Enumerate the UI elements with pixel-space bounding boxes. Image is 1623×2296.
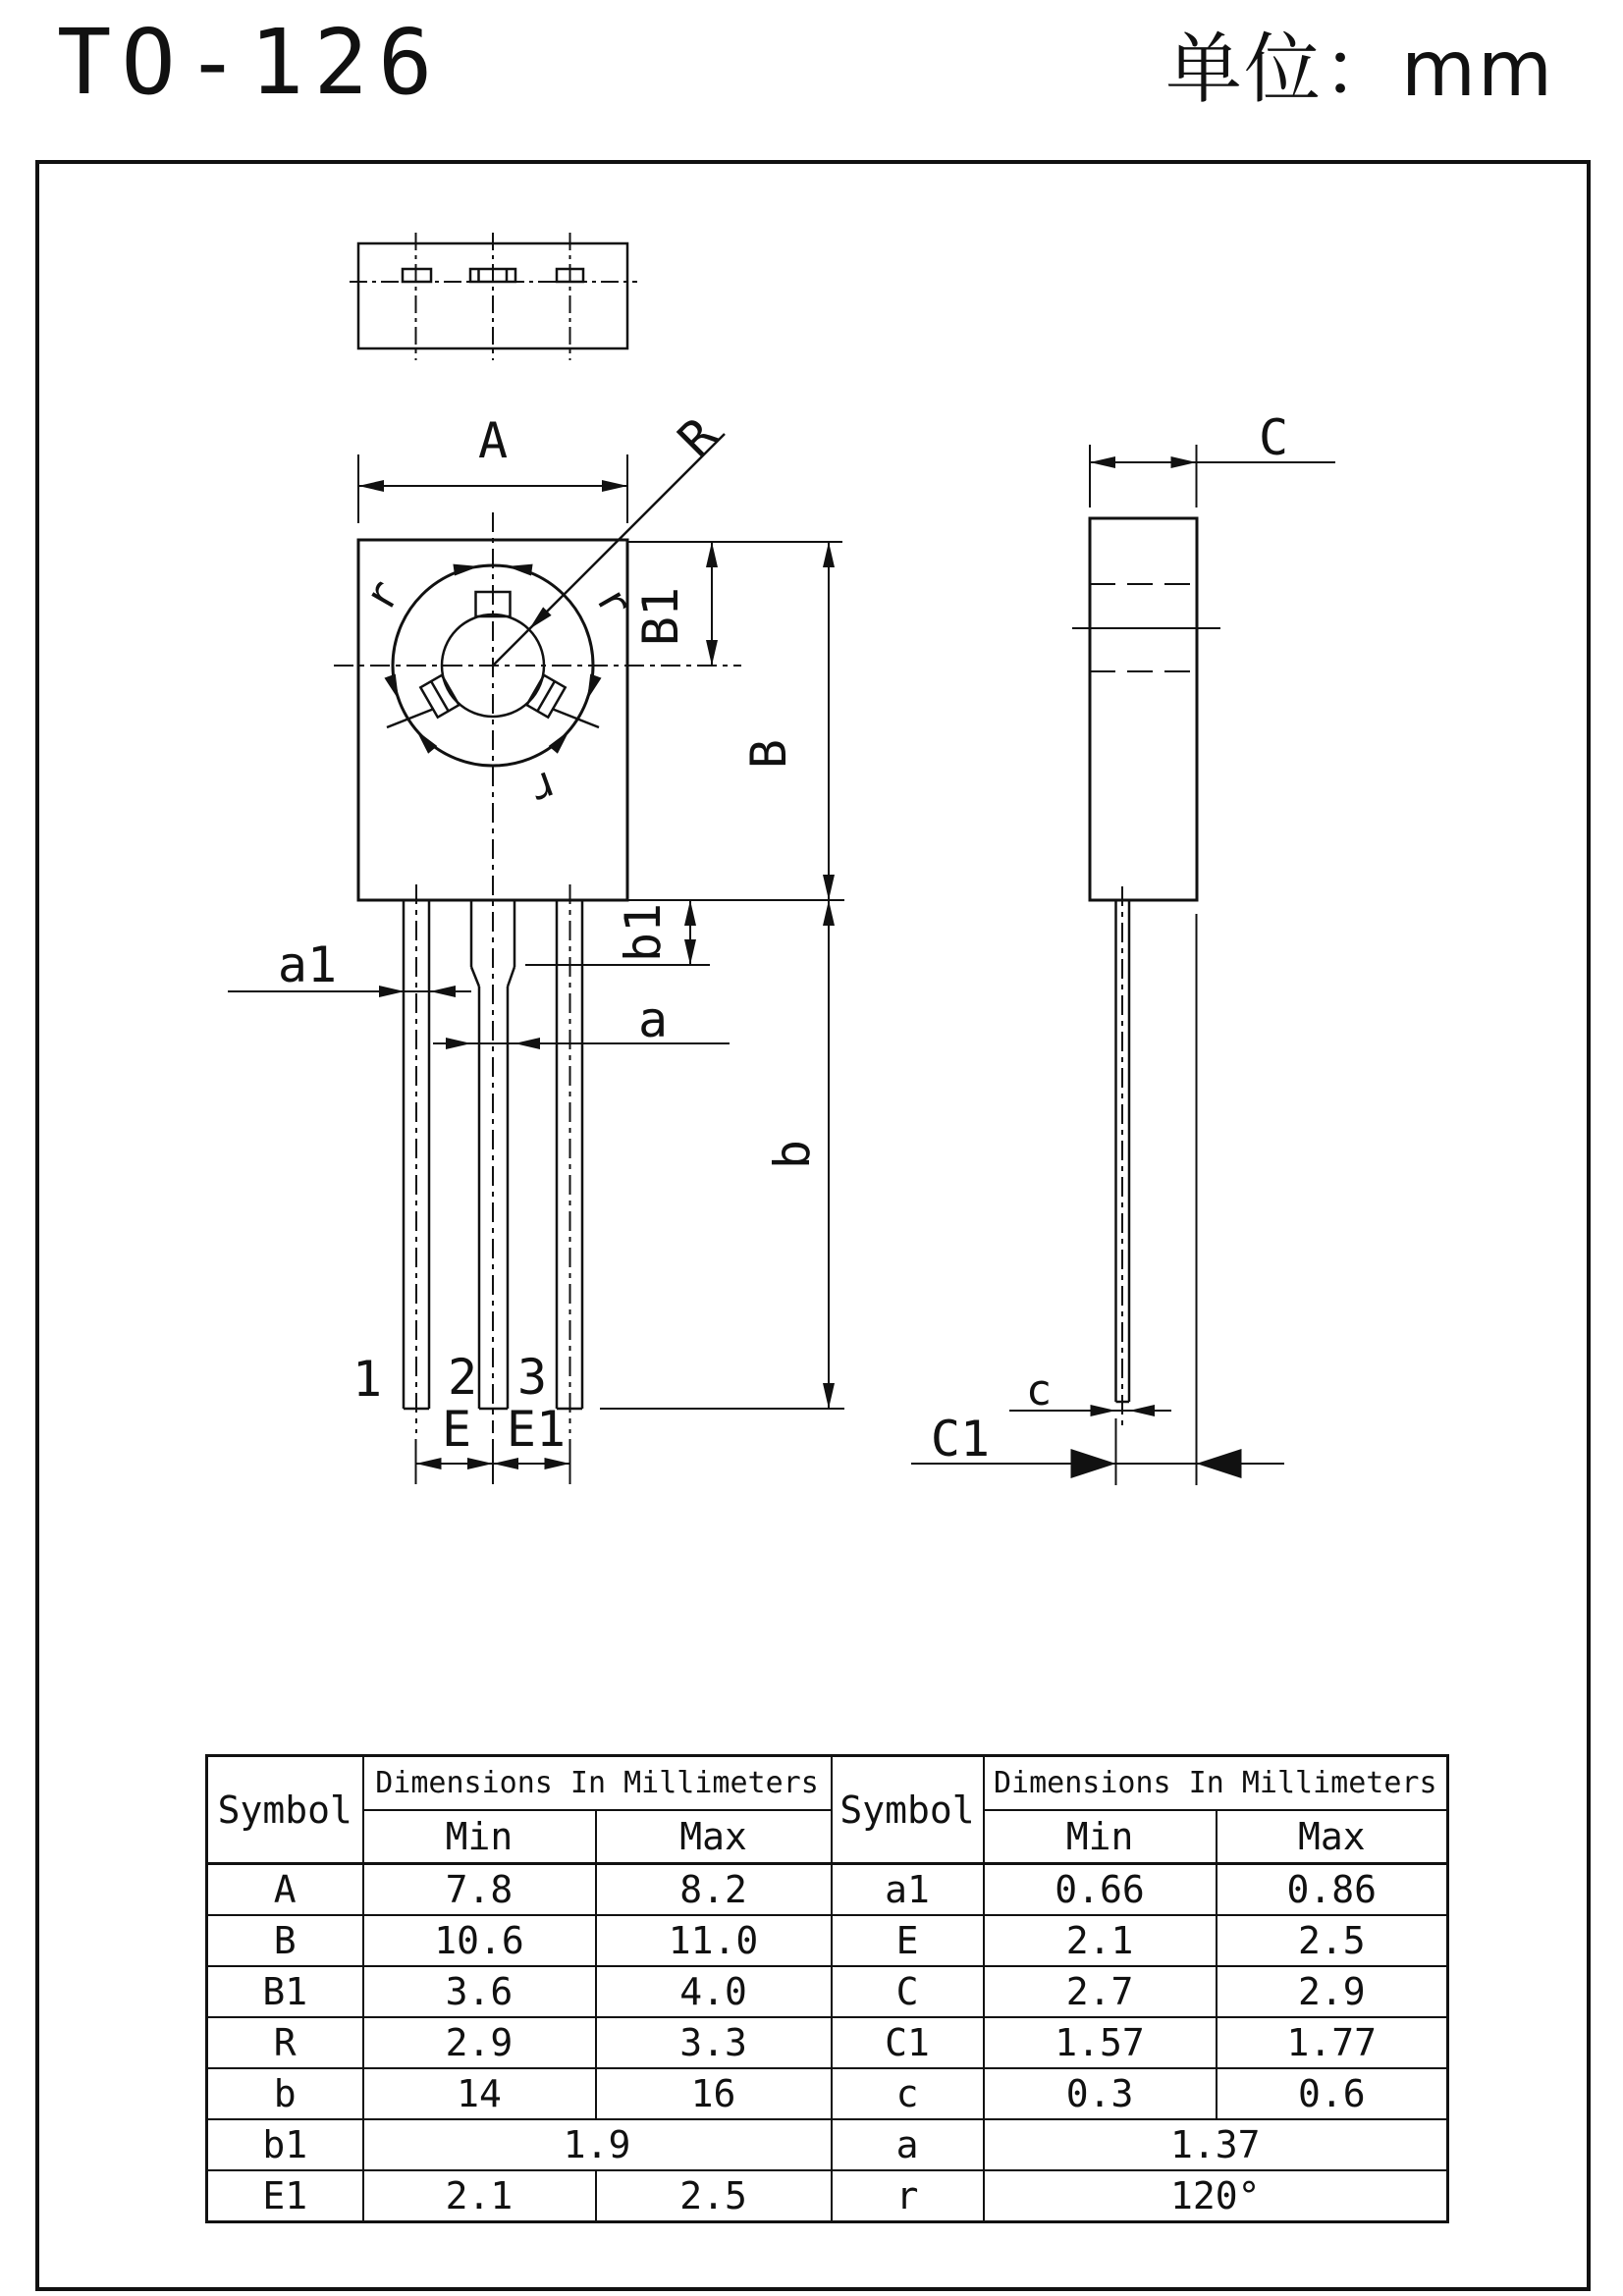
label-a: a — [637, 991, 669, 1048]
symbol-cell: a — [832, 2119, 984, 2170]
label-E1: E1 — [506, 1401, 567, 1458]
symbol-cell: E1 — [207, 2170, 363, 2222]
symbol-cell: C1 — [832, 2017, 984, 2068]
max-cell: 2.5 — [596, 2170, 832, 2222]
label-B: B — [740, 738, 797, 770]
table-row — [207, 2068, 1448, 2119]
label-C1: C1 — [930, 1411, 991, 1468]
symbol-cell: C — [832, 1966, 984, 2017]
symbol-cell: B1 — [207, 1966, 363, 2017]
label-c: c — [1025, 1365, 1053, 1415]
table-header-min-right: Min — [984, 1810, 1217, 1864]
table-row — [207, 1915, 1448, 1966]
front-view — [334, 434, 741, 1433]
table-header-max-right: Max — [1217, 1810, 1448, 1864]
max-cell: 1.77 — [1217, 2017, 1448, 2068]
table-row — [207, 2017, 1448, 2068]
top-view — [350, 233, 637, 360]
label-C: C — [1258, 409, 1289, 466]
max-cell: 4.0 — [596, 1966, 832, 2017]
unit-label: 单位：mm — [1165, 26, 1554, 114]
merged-value-cell: 1.9 — [363, 2119, 832, 2170]
label-A: A — [477, 412, 509, 469]
label-a1: a1 — [277, 936, 338, 993]
dimension-table — [205, 1754, 1449, 2223]
label-angle-r-left: r — [353, 571, 411, 619]
min-cell: 2.1 — [984, 1915, 1217, 1966]
label-b: b — [764, 1139, 821, 1170]
symbol-cell: B — [207, 1915, 363, 1966]
symbol-cell: A — [207, 1864, 363, 1916]
side-view — [1072, 518, 1220, 1431]
min-cell: 0.3 — [984, 2068, 1217, 2119]
label-B1: B1 — [632, 586, 689, 647]
label-R: R — [667, 406, 729, 468]
min-cell: 7.8 — [363, 1864, 596, 1916]
table-row — [207, 1966, 1448, 2017]
max-cell: 0.86 — [1217, 1864, 1448, 1916]
table-header-symbol-left: Symbol — [207, 1756, 363, 1864]
table-header-dimensions-right: Dimensions In Millimeters — [984, 1756, 1448, 1811]
symbol-cell: R — [207, 2017, 363, 2068]
min-cell: 3.6 — [363, 1966, 596, 2017]
merged-value-cell: 120° — [984, 2170, 1448, 2222]
label-pin3: 3 — [516, 1349, 548, 1406]
table-header-dimensions-left: Dimensions In Millimeters — [363, 1756, 832, 1811]
side-dimension-arrows — [1071, 456, 1242, 1478]
table-row — [207, 1864, 1448, 1916]
table-header-min-left: Min — [363, 1810, 596, 1864]
label-angle-r-bottom: r — [523, 759, 566, 816]
max-cell: 0.6 — [1217, 2068, 1448, 2119]
table-header-symbol-right: Symbol — [832, 1756, 984, 1864]
min-cell: 14 — [363, 2068, 596, 2119]
min-cell: 2.7 — [984, 1966, 1217, 2017]
table-row — [207, 2170, 1448, 2222]
radius-line — [493, 434, 725, 666]
symbol-cell: b1 — [207, 2119, 363, 2170]
max-cell: 8.2 — [596, 1864, 832, 1916]
min-cell: 2.9 — [363, 2017, 596, 2068]
max-cell: 2.9 — [1217, 1966, 1448, 2017]
min-cell: 2.1 — [363, 2170, 596, 2222]
max-cell: 11.0 — [596, 1915, 832, 1966]
symbol-cell: r — [832, 2170, 984, 2222]
symbol-cell: b — [207, 2068, 363, 2119]
max-cell: 2.5 — [1217, 1915, 1448, 1966]
symbol-cell: a1 — [832, 1864, 984, 1916]
min-cell: 10.6 — [363, 1915, 596, 1966]
table-header-max-left: Max — [596, 1810, 832, 1864]
min-cell: 1.57 — [984, 2017, 1217, 2068]
page-title: TO-126 — [57, 10, 443, 115]
min-cell: 0.66 — [984, 1864, 1217, 1916]
label-angle-r-right: r — [585, 577, 642, 625]
label-pin1: 1 — [352, 1351, 383, 1408]
max-cell: 16 — [596, 2068, 832, 2119]
label-pin2: 2 — [447, 1349, 478, 1406]
symbol-cell: c — [832, 2068, 984, 2119]
label-b1: b1 — [615, 902, 672, 963]
merged-value-cell: 1.37 — [984, 2119, 1448, 2170]
label-E: E — [441, 1401, 472, 1458]
symbol-cell: E — [832, 1915, 984, 1966]
max-cell: 3.3 — [596, 2017, 832, 2068]
table-row — [207, 2119, 1448, 2170]
